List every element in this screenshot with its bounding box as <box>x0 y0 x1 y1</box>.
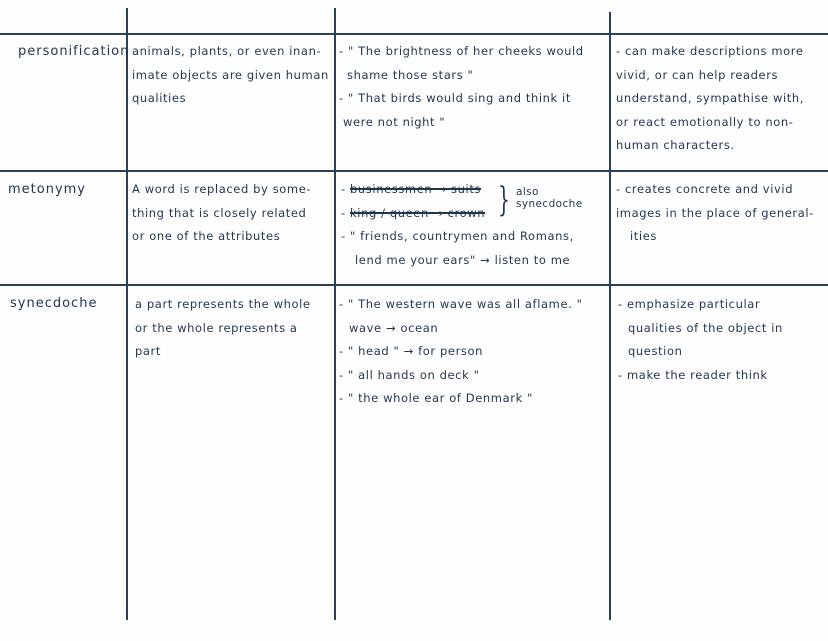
examples-synecdoche <box>339 293 583 411</box>
example-line: - " That birds would sing and think it <box>339 91 571 105</box>
example-line: lend me your ears" → listen to me <box>355 252 571 267</box>
also-synecdoche-note <box>516 186 583 210</box>
example-line: - " all hands on deck " <box>339 367 480 382</box>
definition-synecdoche <box>135 293 311 364</box>
effect-line: - creates concrete and vivid <box>616 182 794 196</box>
example-line: - " The brightness of her cheeks would <box>339 44 584 58</box>
examples-personification <box>339 40 584 134</box>
effect-line: qualities of the object in <box>628 320 783 335</box>
column-divider-2 <box>334 8 336 620</box>
effects-synecdoche <box>618 293 783 387</box>
term-label: metonymy <box>8 182 87 197</box>
example-line: were not night " <box>343 114 446 129</box>
column-divider-3 <box>609 12 611 620</box>
effect-line: - can make descriptions more <box>616 44 804 58</box>
note-line: synecdoche <box>516 198 583 210</box>
brace-icon: } <box>498 180 510 220</box>
definition-metonymy <box>132 178 311 249</box>
example-line-struck: - businessmen → suits <box>341 182 482 196</box>
term-label: synecdoche <box>10 296 98 311</box>
example-line: wave → ocean <box>349 320 439 335</box>
term-personification <box>18 40 129 64</box>
table-header-line <box>0 33 828 35</box>
definition-line: part <box>135 344 161 358</box>
struck-example: king / queen → crown <box>350 205 486 220</box>
example-line: shame those stars " <box>347 67 474 82</box>
definition-line: thing that is closely related <box>132 205 307 220</box>
effect-line: question <box>628 344 683 358</box>
row-divider-2 <box>0 284 828 286</box>
struck-example: businessmen → suits <box>350 182 482 196</box>
effects-metonymy <box>616 178 814 249</box>
example-line: - " friends, countrymen and Romans, <box>341 229 574 243</box>
effects-personification <box>616 40 804 158</box>
row-divider-1 <box>0 170 828 172</box>
term-label: personification <box>18 44 130 59</box>
definition-line: a part represents the whole <box>135 297 311 311</box>
effect-line: - emphasize particular <box>618 297 761 311</box>
example-line: - " head " → for person <box>339 344 484 358</box>
definition-line: or one of the attributes <box>132 229 281 243</box>
effect-line: ities <box>630 229 657 243</box>
definition-line: or the whole represents a <box>135 320 298 335</box>
effect-line: vivid, or can help readers <box>616 67 779 82</box>
example-line: - " The western wave was all aflame. " <box>339 297 583 311</box>
term-metonymy <box>8 178 86 202</box>
effect-line: human characters. <box>616 138 735 152</box>
term-synecdoche <box>10 292 97 316</box>
definition-line: qualities <box>132 91 187 105</box>
example-line-struck: - king / queen → crown <box>341 205 486 220</box>
note-line: also <box>516 186 539 198</box>
definition-line: A word is replaced by some- <box>132 182 312 196</box>
definition-line: imate objects are given human <box>132 67 329 82</box>
effect-line: images in the place of general- <box>616 205 814 220</box>
effect-line: or react emotionally to non- <box>616 114 794 129</box>
effect-line: - make the reader think <box>618 367 768 382</box>
definition-personification <box>132 40 329 111</box>
example-line: - " the whole ear of Denmark " <box>339 391 533 405</box>
column-divider-1 <box>126 8 128 620</box>
definition-line: animals, plants, or even inan- <box>132 44 322 58</box>
effect-line: understand, sympathise with, <box>616 91 805 105</box>
